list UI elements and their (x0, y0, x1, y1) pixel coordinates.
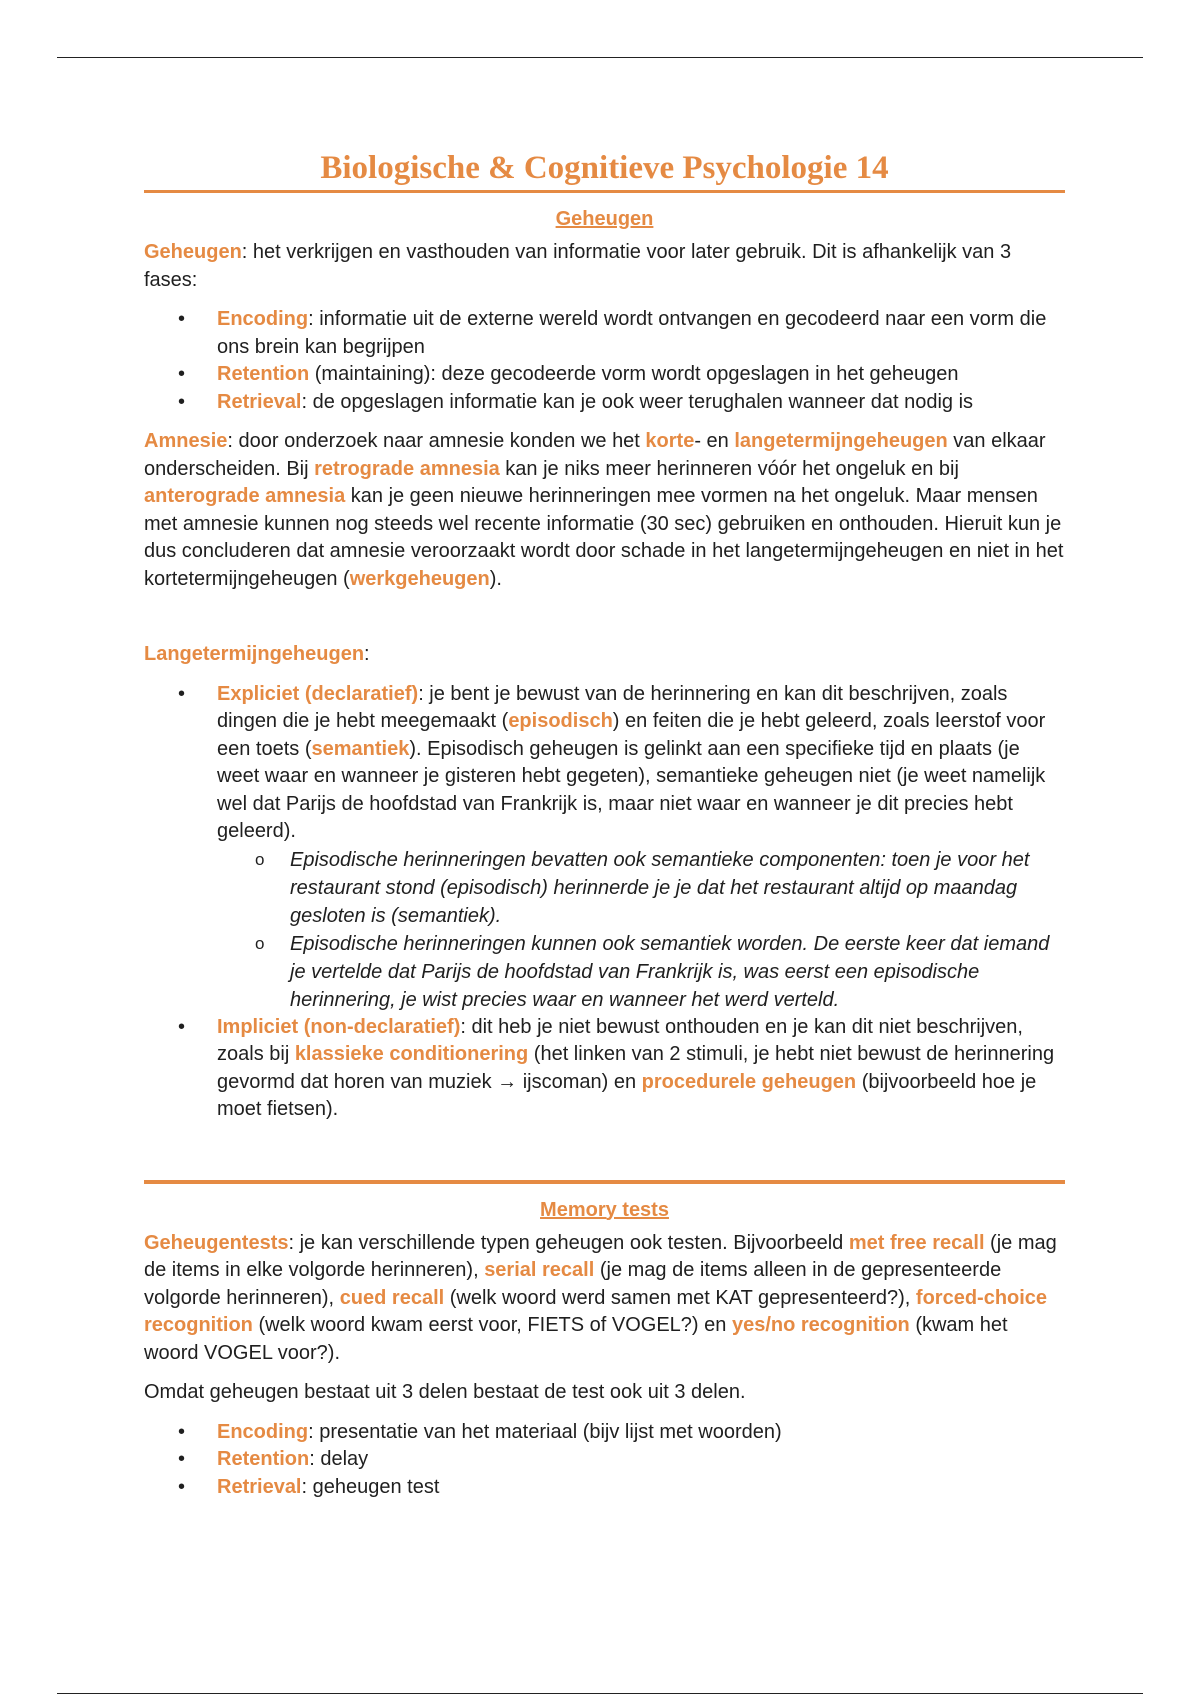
section-heading-geheugen: Geheugen (555, 208, 654, 230)
list-item-expliciet: • Expliciet (declaratief): je bent je bewust van de herinnering en kan dit beschrijven, zoals dingen die je hebt meegemaakt (episodisch) en feiten die je hebt geleerd, zoals leerstof voor een toets (semantiek). Episodisch geheugen is gelinkt aan een specifieke tijd en plaats (je weet waar en wanneer je gisteren hebt gegeten), semantieke geheugen niet (je weet namelijk wel dat Parijs de hoofdstad van Frankrijk is, maar niet waar en wanneer je dit precies hebt geleerd). o Episodische herinneringen bevatten ook semantieke componenten: toen je voor het restaurant stond (episodisch) herinnerde je je dat het restaurant altijd op maandag gesloten is (semantiek). o Episodische herinneringen kunnen ook semantiek worden. De eerste keer dat iemand je vertelde dat Parijs de hoofdstad van Frankrijk is, was eerst een episodische herinnering, je wist precies waar en wanneer het werd verteld. (144, 681, 1065, 1014)
paragraph-geheugen-definition: Geheugen: het verkrijgen en vasthouden van informatie voor later gebruik. Dit is afhankelijk van 3 fases: (144, 241, 1012, 291)
sub-list-item: o Episodische herinneringen kunnen ook semantiek worden. De eerste keer dat iemand je vertelde dat Parijs de hoofdstad van Frankrijk is, was eerst een episodische herinnering, je wist precies waar en wanneer het werd verteld. (217, 930, 1065, 1014)
paragraph-amnesie: Amnesie: door onderzoek naar amnesie konden we het korte- en langetermijngeheugen van elkaar onderscheiden. Bij retrograde amnesia kan je niks meer herinneren vóór het ongeluk en bij anterograde amnesia kan je geen nieuwe herinneringen mee vormen na het ongeluk. Maar mensen met amnesie kunnen nog steeds wel recente informatie (30 sec) gebruiken en onthouden. Hieruit kun je dus concluderen dat amnesie veroorzaakt wordt door schade in het langetermijngeheugen en niet in het kortetermijngeheugen (werkgeheugen). (144, 430, 1064, 590)
page-top-rule (57, 57, 1143, 58)
page-bottom-rule (57, 1693, 1143, 1694)
list-item: • Retention (maintaining): deze gecodeerde vorm wordt opgeslagen in het geheugen (144, 361, 1065, 389)
list-item: • Retention: delay (144, 1446, 1065, 1474)
list-item: • Retrieval: geheugen test (144, 1474, 1065, 1502)
paragraph-parts-intro: Omdat geheugen bestaat uit 3 delen bestaat de test ook uit 3 delen. (144, 1381, 746, 1403)
test-parts-list (144, 1419, 1065, 1502)
phases-list (144, 306, 1065, 416)
list-item: • Encoding: presentatie van het materiaal (bijv lijst met woorden) (144, 1419, 1065, 1447)
section-heading-memory-tests: Memory tests (540, 1198, 669, 1221)
list-item: • Encoding: informatie uit de externe wereld wordt ontvangen en gecodeerd naar een vorm die ons brein kan begrijpen (144, 306, 1065, 361)
sub-list (217, 846, 1065, 1014)
section-divider (144, 1180, 1065, 1184)
spacer (144, 605, 1065, 641)
paragraph-geheugentests: Geheugentests: je kan verschillende typen geheugen ook testen. Bijvoorbeeld met free recall (je mag de items in elke volgorde herinneren), serial recall (je mag de items alleen in de gepresenteerde volgorde herinneren), cued recall (welk woord werd samen met KAT gepresenteerd?), forced-choice recognition (welk woord kwam eerst voor, FIETS of VOGEL?) en yes/no recognition (kwam het woord VOGEL voor?). (144, 1231, 1057, 1364)
subheading-langetermijngeheugen: Langetermijngeheugen: (144, 643, 370, 665)
document-body (144, 148, 1065, 1513)
term-geheugen: Geheugen (144, 241, 242, 263)
title-underline (144, 190, 1065, 193)
list-item: • Retrieval: de opgeslagen informatie kan je ook weer terughalen wanneer dat nodig is (144, 389, 1065, 417)
list-item-impliciet: • Impliciet (non-declaratief): dit heb je niet bewust onthouden en je kan dit niet beschrijven, zoals bij klassieke conditionering (het linken van 2 stimuli, je hebt niet bewust de herinnering gevormd dat horen van muziek → ijscoman) en procedurele geheugen (bijvoorbeeld hoe je moet fietsen). (144, 1014, 1065, 1124)
sub-list-item: o Episodische herinneringen bevatten ook semantieke componenten: toen je voor het restaurant stond (episodisch) herinnerde je je dat het restaurant altijd op maandag gesloten is (semantiek). (217, 846, 1065, 930)
ltm-list (144, 681, 1065, 1124)
page-title: Biologische & Cognitieve Psychologie 14 (320, 150, 889, 186)
